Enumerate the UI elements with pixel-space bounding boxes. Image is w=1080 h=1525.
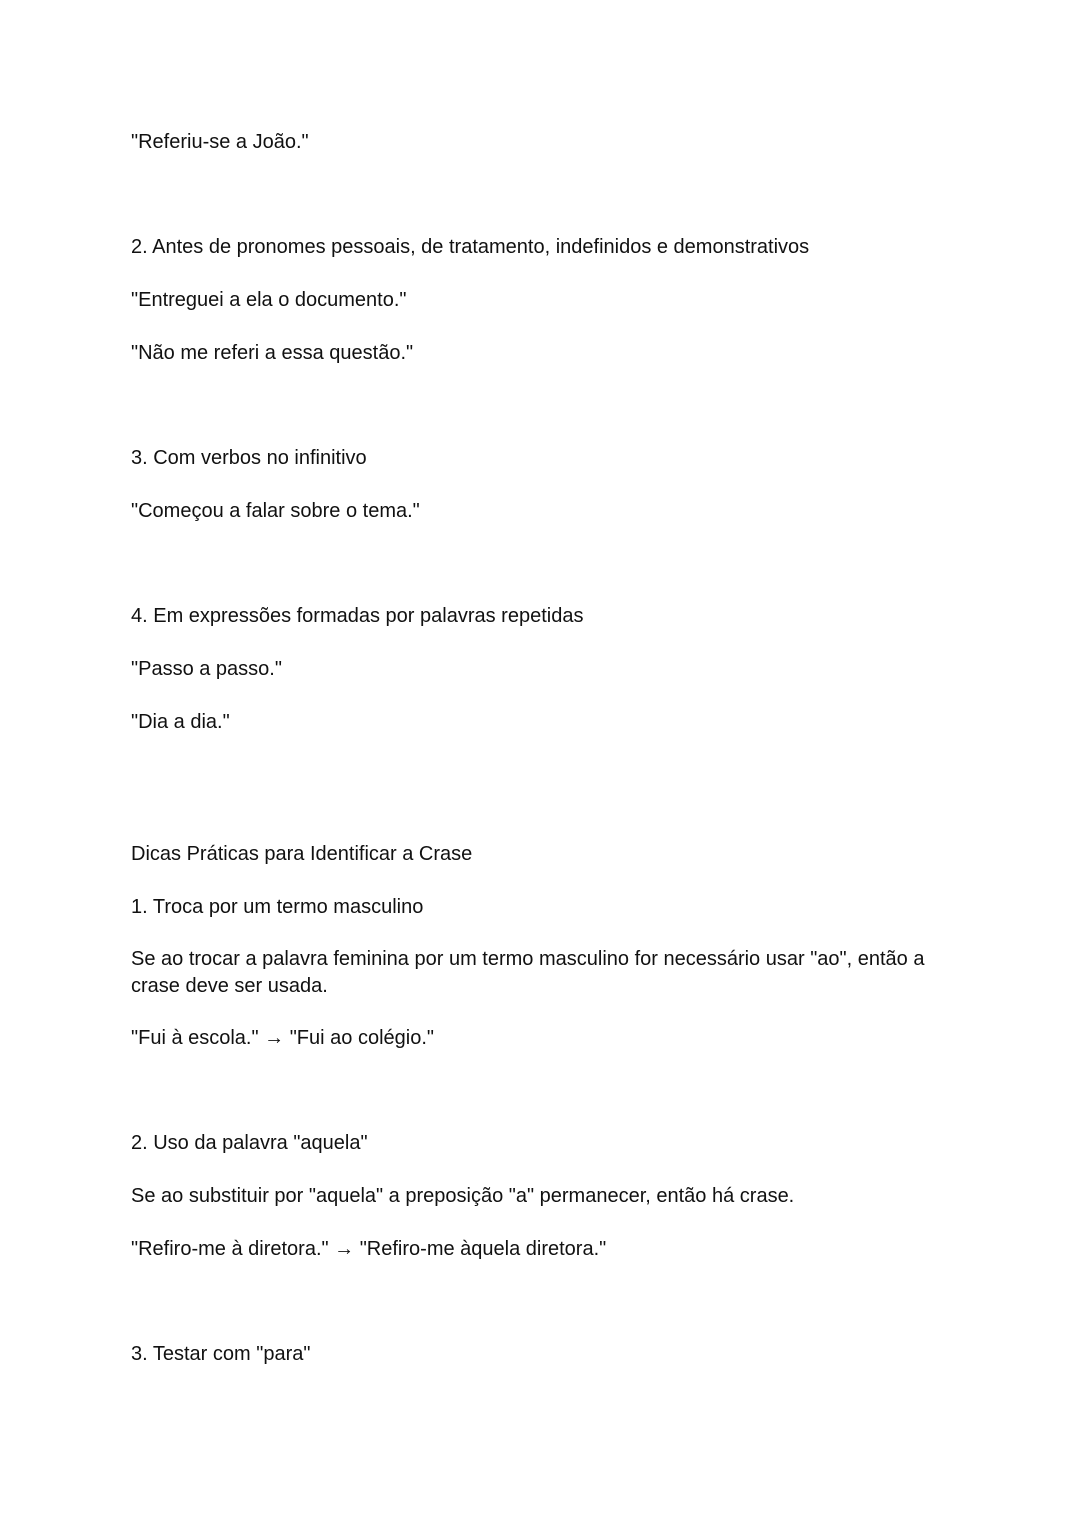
section-title-dicas: Dicas Práticas para Identificar a Crase — [131, 843, 473, 865]
example-entreguei: "Entreguei a ela o documento." — [131, 289, 407, 311]
rule-4-heading: 4. Em expressões formadas por palavras repetidas — [131, 605, 584, 627]
example-passo-a-passo: "Passo a passo." — [131, 658, 282, 680]
tip-2-text: Se ao substituir por "aquela" a preposição "a" permanecer, então há crase. — [131, 1185, 795, 1207]
tip-1-text: Se ao trocar a palavra feminina por um termo masculino for necessário usar "ao", então a crase deve ser usada. — [131, 948, 925, 997]
tip-2-heading: 2. Uso da palavra "aquela" — [131, 1132, 368, 1154]
tip-2-example: "Refiro-me à diretora." → "Refiro-me àquela diretora." — [131, 1238, 607, 1260]
example-dia-a-dia: "Dia a dia." — [131, 711, 230, 733]
example-comecou: "Começou a falar sobre o tema." — [131, 500, 420, 522]
rule-2-heading: 2. Antes de pronomes pessoais, de tratamento, indefinidos e demonstrativos — [131, 236, 810, 258]
example-nao-me-referi: "Não me referi a essa questão." — [131, 342, 414, 364]
example-referiu-se: "Referiu-se a João." — [131, 131, 309, 153]
tip-3-heading: 3. Testar com "para" — [131, 1343, 311, 1365]
tip-1-example: "Fui à escola." → "Fui ao colégio." — [131, 1027, 434, 1049]
rule-3-heading: 3. Com verbos no infinitivo — [131, 447, 367, 469]
tip-1-heading: 1. Troca por um termo masculino — [131, 896, 424, 918]
